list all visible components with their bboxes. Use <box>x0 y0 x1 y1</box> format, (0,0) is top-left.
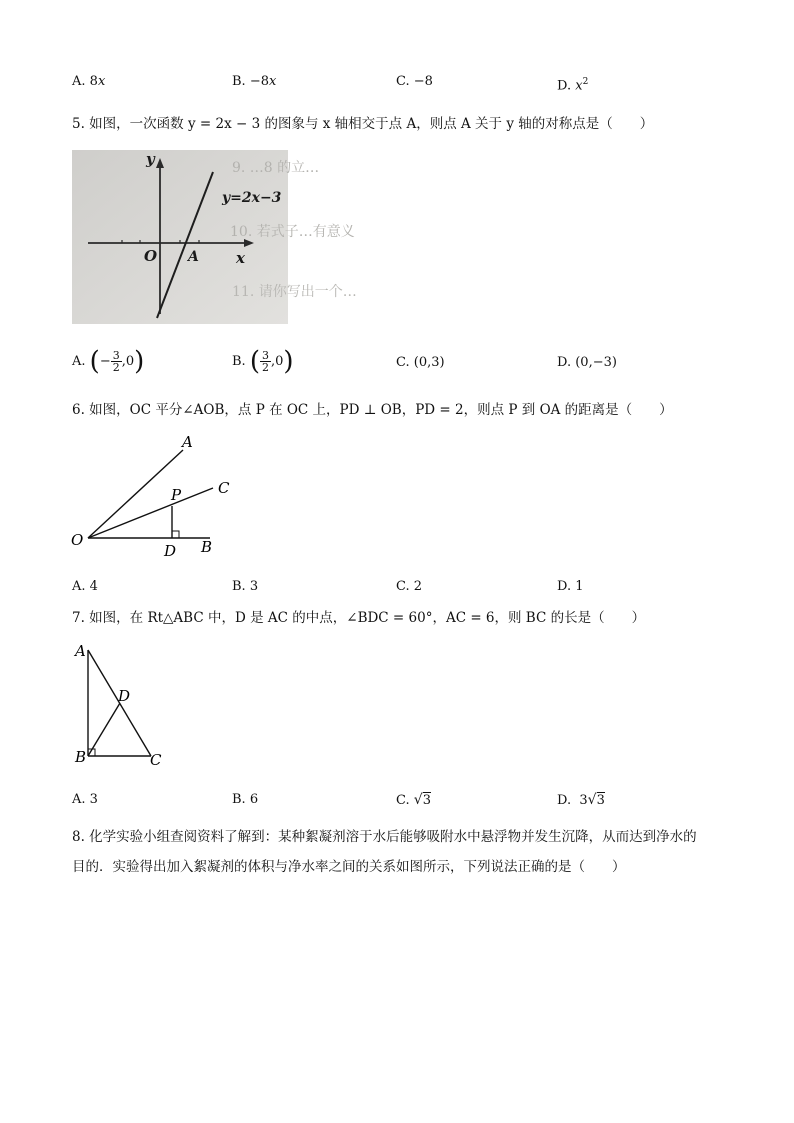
ray-oa <box>88 450 183 538</box>
q4-option-c: C. −8 <box>396 74 433 89</box>
point-a-label: A <box>188 249 199 265</box>
q5-option-a: A. (− $\frac{3}{2}$ ,0) <box>72 346 145 377</box>
q4-option-a: A. 8x <box>72 74 106 89</box>
q7-option-c: C. √3 <box>396 792 431 808</box>
q5-option-c: C. (0,3) <box>396 355 445 370</box>
label-a: A <box>182 433 193 451</box>
ray-oc <box>88 488 213 538</box>
label-b: B <box>201 538 213 556</box>
q8-stem-line1: 8. 化学实验小组查阅资料了解到：某种絮凝剂溶于水后能够吸附水中悬浮物并发生沉降，从而达到净水的 <box>72 829 697 845</box>
origin-label: O <box>144 247 158 265</box>
label-b: B <box>75 748 87 766</box>
q7-option-a: A. 3 <box>72 792 98 807</box>
q5-stem: 5. 如图，一次函数 y = 2x − 3 的图象与 x 轴相交于点 A，则点 A 关于 y 轴的对称点是（ ） <box>72 116 654 132</box>
q7-figure <box>70 640 180 770</box>
label-c: C <box>150 751 162 769</box>
q6-option-d: D. 1 <box>557 579 584 594</box>
label-c: C <box>218 479 230 497</box>
q4-option-d: D. $x^2$ <box>557 77 589 94</box>
label-a: A <box>75 642 86 660</box>
q5-option-b: B. ( $\frac{3}{2}$ ,0) <box>232 346 294 377</box>
q8-stem-line2: 目的．实验得出加入絮凝剂的体积与净水率之间的关系如图所示，下列说法正确的是（ ） <box>72 859 626 875</box>
line-equation-label: y=2x−3 <box>222 190 282 206</box>
q5-figure-photo <box>72 150 357 324</box>
q5-option-d: D. (0,−3) <box>557 355 617 370</box>
q6-figure <box>68 428 248 568</box>
label-p: P <box>171 486 182 504</box>
bg-text-2: 10. 若式子…有意义 <box>230 224 355 240</box>
label-o: O <box>71 531 84 549</box>
segment-bd <box>88 703 120 756</box>
q7-option-b: B. 6 <box>232 792 259 807</box>
bg-text-1: 9. …8 的立… <box>232 160 320 176</box>
q7-option-d: D. 3√3 <box>557 792 605 808</box>
q6-option-b: B. 3 <box>232 579 259 594</box>
x-axis-label: x <box>236 249 245 267</box>
q6-stem: 6. 如图，OC 平分∠AOB，点 P 在 OC 上，PD ⊥ OB，PD = 2，则点 P 到 OA 的距离是（ ） <box>72 402 673 418</box>
right-angle-mark-icon <box>172 531 179 538</box>
q4-option-b: B. −8x <box>232 74 277 89</box>
bg-text-3: 11. 请你写出一个… <box>232 284 357 300</box>
y-axis-label: y <box>146 150 155 168</box>
q7-stem: 7. 如图，在 Rt△ABC 中，D 是 AC 的中点，∠BDC = 60°，AC = 6，则 BC 的长是（ ） <box>72 610 646 626</box>
label-d: D <box>118 687 131 705</box>
q5-graph <box>72 150 357 324</box>
q6-option-a: A. 4 <box>72 579 98 594</box>
label-d: D <box>164 542 177 560</box>
q6-option-c: C. 2 <box>396 579 423 594</box>
